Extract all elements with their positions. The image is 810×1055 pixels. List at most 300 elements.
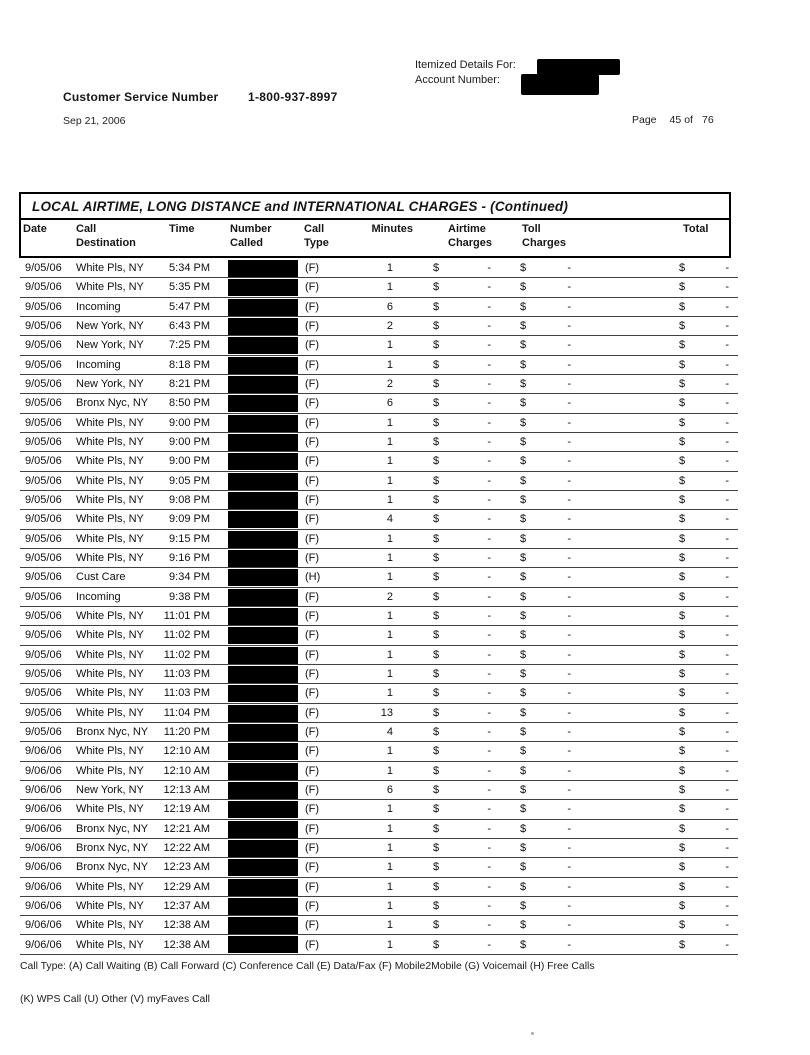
cell-destination: White Pls, NY xyxy=(76,455,144,468)
cell-number-called xyxy=(214,665,302,683)
cell-toll-value: - xyxy=(567,899,571,912)
cell-number-called xyxy=(214,781,302,799)
cell-toll-symbol: $ xyxy=(520,281,527,294)
cell-toll-symbol: $ xyxy=(520,571,527,584)
cell-toll-value: - xyxy=(567,938,571,951)
redacted-number-box xyxy=(228,473,298,490)
cell-number-called xyxy=(214,742,302,760)
cell-date: 9/06/06 xyxy=(25,842,62,854)
cell-destination: New York, NY xyxy=(76,320,144,333)
cell-call-type: (F) xyxy=(305,687,320,700)
scan-artifact-dot xyxy=(531,1032,534,1035)
cell-destination: White Pls, NY xyxy=(76,513,144,526)
cell-time: 5:35 PM xyxy=(169,281,210,294)
cell-airtime-symbol: $ xyxy=(433,880,440,893)
cell-airtime-charges xyxy=(396,513,496,525)
table-row xyxy=(20,259,738,278)
cell-total-symbol: $ xyxy=(679,726,686,739)
cell-date: 9/05/06 xyxy=(25,339,62,352)
cell-toll-symbol: $ xyxy=(520,668,527,681)
cell-total xyxy=(576,919,738,931)
cell-total-value: - xyxy=(725,687,729,700)
cell-total-symbol: $ xyxy=(679,494,686,507)
cell-total-value: - xyxy=(725,610,729,623)
cell-call-type: (F) xyxy=(305,726,320,739)
cell-total-symbol: $ xyxy=(679,919,686,932)
cell-total xyxy=(576,881,738,893)
cell-airtime-charges xyxy=(396,803,496,815)
cell-airtime-value: - xyxy=(487,687,491,700)
cell-toll-charges xyxy=(496,301,576,313)
table-row xyxy=(20,762,738,781)
cell-time: 12:13 AM xyxy=(163,784,210,797)
cell-number-called xyxy=(214,278,302,296)
redacted-number-box xyxy=(228,337,298,354)
cell-time: 8:18 PM xyxy=(169,358,210,371)
cell-toll-charges xyxy=(496,861,576,873)
cell-toll-symbol: $ xyxy=(520,919,527,932)
cell-toll-symbol: $ xyxy=(520,899,527,912)
cell-toll-value: - xyxy=(567,571,571,584)
cell-total xyxy=(576,803,738,815)
cell-toll-value: - xyxy=(567,648,571,661)
cell-time: 11:03 PM xyxy=(163,668,210,681)
cell-total-value: - xyxy=(725,919,729,932)
cell-airtime-value: - xyxy=(487,436,491,449)
cell-total xyxy=(576,320,738,332)
cell-toll-value: - xyxy=(567,764,571,777)
cell-destination: White Pls, NY xyxy=(76,764,144,777)
cell-call-type: (F) xyxy=(305,281,320,294)
redacted-number-box xyxy=(228,801,298,818)
cell-airtime-value: - xyxy=(487,803,491,816)
cell-toll-charges xyxy=(496,610,576,622)
cell-airtime-value: - xyxy=(487,339,491,352)
cell-time: 11:03 PM xyxy=(163,687,210,700)
cell-airtime-symbol: $ xyxy=(433,262,440,275)
redacted-number-box xyxy=(228,647,298,664)
cell-number-called xyxy=(214,433,302,451)
cell-call-type: (F) xyxy=(305,861,320,874)
cell-date: 9/05/06 xyxy=(25,416,62,429)
cell-date: 9/05/06 xyxy=(25,262,62,275)
cell-destination: White Pls, NY xyxy=(76,687,144,700)
cell-minutes: 2 xyxy=(386,378,393,391)
cell-time: 5:47 PM xyxy=(169,300,210,313)
cell-minutes: 1 xyxy=(386,919,393,932)
cell-toll-symbol: $ xyxy=(520,803,527,816)
cell-date: 9/05/06 xyxy=(25,320,62,333)
statement-date: Sep 21, 2006 xyxy=(63,115,126,127)
cell-airtime-value: - xyxy=(487,474,491,487)
cell-toll-value: - xyxy=(567,281,571,294)
cell-airtime-value: - xyxy=(487,648,491,661)
cell-destination: White Pls, NY xyxy=(76,532,144,545)
cell-total-symbol: $ xyxy=(679,938,686,951)
cell-total-symbol: $ xyxy=(679,899,686,912)
redacted-number-box xyxy=(228,299,298,316)
cell-total-value: - xyxy=(725,803,729,816)
cell-toll-symbol: $ xyxy=(520,822,527,835)
cell-total-symbol: $ xyxy=(679,590,686,603)
column-header-total: Total xyxy=(683,223,709,235)
table-row xyxy=(20,665,738,684)
cell-call-type: (F) xyxy=(305,590,320,603)
cell-toll-value: - xyxy=(567,262,571,275)
cell-airtime-symbol: $ xyxy=(433,745,440,758)
cell-call-type: (F) xyxy=(305,899,320,912)
cell-date: 9/05/06 xyxy=(25,629,62,642)
cell-airtime-symbol: $ xyxy=(433,552,440,565)
cell-date: 9/06/06 xyxy=(25,919,62,932)
cell-toll-symbol: $ xyxy=(520,339,527,352)
redaction-box-account xyxy=(521,74,599,95)
cell-airtime-symbol: $ xyxy=(433,938,440,951)
table-row xyxy=(20,510,738,529)
cell-toll-value: - xyxy=(567,436,571,449)
cell-airtime-symbol: $ xyxy=(433,339,440,352)
cell-number-called xyxy=(214,394,302,412)
cell-toll-symbol: $ xyxy=(520,513,527,526)
cell-total xyxy=(576,359,738,371)
cell-time: 9:08 PM xyxy=(169,494,210,507)
cell-total-symbol: $ xyxy=(679,668,686,681)
cell-time: 12:22 AM xyxy=(163,842,210,854)
cell-total xyxy=(576,281,738,293)
cell-minutes: 1 xyxy=(386,938,393,951)
table-title: LOCAL AIRTIME, LONG DISTANCE and INTERNATIONAL CHARGES - (Continued) xyxy=(21,194,729,220)
cell-airtime-charges xyxy=(396,533,496,545)
cell-minutes: 1 xyxy=(386,358,393,371)
cell-call-type: (F) xyxy=(305,532,320,545)
cell-toll-value: - xyxy=(567,629,571,642)
cell-toll-charges xyxy=(496,803,576,815)
redacted-number-box xyxy=(228,743,298,760)
cell-time: 12:10 AM xyxy=(163,764,210,777)
cell-date: 9/05/06 xyxy=(25,532,62,545)
cell-airtime-symbol: $ xyxy=(433,784,440,797)
cell-time: 9:15 PM xyxy=(169,532,210,545)
cell-date: 9/06/06 xyxy=(25,822,62,835)
cell-total-symbol: $ xyxy=(679,320,686,333)
cell-destination: New York, NY xyxy=(76,339,144,352)
cell-time: 12:38 AM xyxy=(163,919,210,932)
cell-number-called xyxy=(214,839,302,857)
cell-minutes: 1 xyxy=(386,281,393,294)
table-row xyxy=(20,298,738,317)
cell-destination: White Pls, NY xyxy=(76,629,144,642)
redacted-number-box xyxy=(228,782,298,799)
cell-destination: Bronx Nyc, NY xyxy=(76,861,149,874)
cell-call-type: (H) xyxy=(305,571,321,584)
cell-total-value: - xyxy=(725,552,729,565)
cell-toll-value: - xyxy=(567,590,571,603)
cell-toll-charges xyxy=(496,881,576,893)
cell-minutes: 1 xyxy=(386,861,393,874)
cell-airtime-value: - xyxy=(487,416,491,429)
cell-date: 9/06/06 xyxy=(25,745,62,758)
cell-total xyxy=(576,726,738,738)
cell-total xyxy=(576,745,738,757)
redacted-number-box xyxy=(228,589,298,606)
cell-number-called xyxy=(214,549,302,567)
table-row xyxy=(20,839,738,858)
cell-date: 9/05/06 xyxy=(25,687,62,700)
cell-total-value: - xyxy=(725,416,729,429)
cell-number-called xyxy=(214,356,302,374)
table-row xyxy=(20,781,738,800)
cell-time: 9:00 PM xyxy=(169,416,210,429)
cell-time: 11:20 PM xyxy=(163,726,210,739)
cell-airtime-symbol: $ xyxy=(433,281,440,294)
cell-number-called xyxy=(214,762,302,780)
cell-airtime-value: - xyxy=(487,919,491,932)
cell-toll-symbol: $ xyxy=(520,436,527,449)
cell-airtime-charges xyxy=(396,436,496,448)
cell-total-symbol: $ xyxy=(679,842,686,854)
itemized-details-label: Itemized Details For: xyxy=(415,59,516,71)
cell-toll-value: - xyxy=(567,339,571,352)
cell-minutes: 2 xyxy=(386,320,393,333)
cell-total-symbol: $ xyxy=(679,687,686,700)
cell-toll-value: - xyxy=(567,610,571,623)
column-header-call-destination: Call Destination xyxy=(76,223,136,249)
cell-date: 9/06/06 xyxy=(25,899,62,912)
cell-date: 9/05/06 xyxy=(25,436,62,449)
cell-destination: White Pls, NY xyxy=(76,668,144,681)
cell-toll-charges xyxy=(496,842,576,854)
cell-airtime-charges xyxy=(396,939,496,951)
cell-call-type: (F) xyxy=(305,339,320,352)
cell-airtime-value: - xyxy=(487,494,491,507)
cell-toll-symbol: $ xyxy=(520,745,527,758)
cell-total-value: - xyxy=(725,532,729,545)
cell-total-symbol: $ xyxy=(679,784,686,797)
cell-toll-charges xyxy=(496,745,576,757)
cell-total xyxy=(576,823,738,835)
cell-time: 11:01 PM xyxy=(163,610,210,623)
redacted-number-box xyxy=(228,395,298,412)
cell-time: 12:29 AM xyxy=(163,880,210,893)
cell-airtime-charges xyxy=(396,475,496,487)
cell-call-type: (F) xyxy=(305,764,320,777)
cell-toll-charges xyxy=(496,707,576,719)
cell-airtime-charges xyxy=(396,784,496,796)
table-row xyxy=(20,646,738,665)
cell-toll-value: - xyxy=(567,552,571,565)
redacted-number-box xyxy=(228,821,298,838)
cell-total-value: - xyxy=(725,706,729,719)
cell-date: 9/05/06 xyxy=(25,706,62,719)
cell-number-called xyxy=(214,452,302,470)
table-row xyxy=(20,336,738,355)
redacted-number-box xyxy=(228,666,298,683)
cell-toll-value: - xyxy=(567,687,571,700)
cell-call-type: (F) xyxy=(305,629,320,642)
cell-date: 9/05/06 xyxy=(25,610,62,623)
cell-toll-value: - xyxy=(567,494,571,507)
cell-destination: Bronx Nyc, NY xyxy=(76,842,149,854)
cell-total-value: - xyxy=(725,938,729,951)
cell-toll-charges xyxy=(496,494,576,506)
cell-number-called xyxy=(214,626,302,644)
cell-airtime-value: - xyxy=(487,784,491,797)
cell-total xyxy=(576,455,738,467)
cell-toll-symbol: $ xyxy=(520,494,527,507)
redacted-number-box xyxy=(228,879,298,896)
cell-total-symbol: $ xyxy=(679,803,686,816)
cell-time: 9:16 PM xyxy=(169,552,210,565)
cell-time: 5:34 PM xyxy=(169,262,210,275)
cell-toll-charges xyxy=(496,649,576,661)
cell-total xyxy=(576,262,738,274)
cell-airtime-symbol: $ xyxy=(433,610,440,623)
cell-airtime-value: - xyxy=(487,590,491,603)
cell-total-value: - xyxy=(725,378,729,391)
cell-minutes: 1 xyxy=(386,474,393,487)
cell-number-called xyxy=(214,259,302,277)
cell-toll-symbol: $ xyxy=(520,687,527,700)
cell-airtime-charges xyxy=(396,359,496,371)
cell-airtime-charges xyxy=(396,417,496,429)
cell-destination: White Pls, NY xyxy=(76,281,144,294)
cell-airtime-symbol: $ xyxy=(433,629,440,642)
cell-total xyxy=(576,533,738,545)
redacted-number-box xyxy=(228,318,298,335)
cell-date: 9/05/06 xyxy=(25,378,62,391)
table-row xyxy=(20,549,738,568)
cell-time: 11:02 PM xyxy=(163,629,210,642)
cell-toll-charges xyxy=(496,378,576,390)
cell-toll-charges xyxy=(496,765,576,777)
cell-destination: New York, NY xyxy=(76,784,144,797)
cell-total-value: - xyxy=(725,358,729,371)
cell-time: 8:21 PM xyxy=(169,378,210,391)
cell-call-type: (F) xyxy=(305,706,320,719)
redacted-number-box xyxy=(228,936,298,953)
cell-toll-charges xyxy=(496,591,576,603)
cell-total-symbol: $ xyxy=(679,880,686,893)
cell-total xyxy=(576,475,738,487)
cell-toll-value: - xyxy=(567,784,571,797)
cell-airtime-charges xyxy=(396,900,496,912)
cell-number-called xyxy=(214,935,302,953)
cell-call-type: (F) xyxy=(305,397,320,410)
page-number: 45 xyxy=(669,114,682,126)
cell-airtime-charges xyxy=(396,629,496,641)
table-row xyxy=(20,491,738,510)
table-row xyxy=(20,568,738,587)
cell-airtime-charges xyxy=(396,591,496,603)
cell-airtime-symbol: $ xyxy=(433,416,440,429)
table-row xyxy=(20,935,738,954)
cell-total xyxy=(576,687,738,699)
column-header-minutes: Minutes xyxy=(371,223,413,235)
cell-number-called xyxy=(214,491,302,509)
cell-airtime-symbol: $ xyxy=(433,358,440,371)
cell-toll-charges xyxy=(496,629,576,641)
cell-date: 9/05/06 xyxy=(25,648,62,661)
cell-airtime-value: - xyxy=(487,397,491,410)
cell-number-called xyxy=(214,375,302,393)
cell-airtime-symbol: $ xyxy=(433,919,440,932)
cell-total-symbol: $ xyxy=(679,455,686,468)
cell-date: 9/05/06 xyxy=(25,474,62,487)
cell-total xyxy=(576,861,738,873)
cell-minutes: 1 xyxy=(386,455,393,468)
cell-toll-charges xyxy=(496,900,576,912)
cell-total-value: - xyxy=(725,822,729,835)
call-type-legend-line1: Call Type: (A) Call Waiting (B) Call Forward (C) Conference Call (E) Data/Fax (F) Mobile2Mobile (G) Voicemail (H) Free Calls xyxy=(20,961,595,972)
cell-total-symbol: $ xyxy=(679,745,686,758)
cell-total xyxy=(576,494,738,506)
cell-airtime-value: - xyxy=(487,880,491,893)
cell-airtime-symbol: $ xyxy=(433,899,440,912)
cell-airtime-charges xyxy=(396,320,496,332)
cell-date: 9/05/06 xyxy=(25,726,62,739)
cell-total xyxy=(576,707,738,719)
cell-airtime-charges xyxy=(396,765,496,777)
cell-call-type: (F) xyxy=(305,822,320,835)
cell-call-type: (F) xyxy=(305,938,320,951)
cell-minutes: 1 xyxy=(386,416,393,429)
cell-airtime-charges xyxy=(396,281,496,293)
cell-total-symbol: $ xyxy=(679,474,686,487)
cell-destination: White Pls, NY xyxy=(76,648,144,661)
cell-airtime-value: - xyxy=(487,281,491,294)
cell-minutes: 1 xyxy=(386,668,393,681)
table-row xyxy=(20,800,738,819)
cell-airtime-value: - xyxy=(487,532,491,545)
cell-airtime-symbol: $ xyxy=(433,861,440,874)
cell-destination: White Pls, NY xyxy=(76,436,144,449)
cell-date: 9/05/06 xyxy=(25,494,62,507)
cell-date: 9/06/06 xyxy=(25,764,62,777)
cell-minutes: 1 xyxy=(386,571,393,584)
cell-total-symbol: $ xyxy=(679,397,686,410)
cell-total-symbol: $ xyxy=(679,378,686,391)
cell-airtime-charges xyxy=(396,571,496,583)
cell-number-called xyxy=(214,723,302,741)
cell-number-called xyxy=(214,704,302,722)
cell-toll-symbol: $ xyxy=(520,784,527,797)
cell-toll-symbol: $ xyxy=(520,861,527,874)
cell-minutes: 1 xyxy=(386,764,393,777)
account-number-label: Account Number: xyxy=(415,74,500,86)
cell-time: 9:38 PM xyxy=(169,590,210,603)
cell-total xyxy=(576,649,738,661)
cell-call-type: (F) xyxy=(305,416,320,429)
cell-toll-value: - xyxy=(567,397,571,410)
cell-call-type: (F) xyxy=(305,648,320,661)
cell-toll-charges xyxy=(496,455,576,467)
customer-service-label: Customer Service Number xyxy=(63,90,219,104)
cell-total-symbol: $ xyxy=(679,300,686,313)
cell-number-called xyxy=(214,472,302,490)
cell-toll-value: - xyxy=(567,455,571,468)
cell-toll-charges xyxy=(496,784,576,796)
cell-toll-charges xyxy=(496,687,576,699)
cell-total-value: - xyxy=(725,726,729,739)
cell-total-symbol: $ xyxy=(679,339,686,352)
cell-number-called xyxy=(214,298,302,316)
cell-minutes: 1 xyxy=(386,629,393,642)
redaction-box-name xyxy=(537,59,620,75)
cell-minutes: 1 xyxy=(386,687,393,700)
cell-minutes: 1 xyxy=(386,899,393,912)
cell-toll-symbol: $ xyxy=(520,474,527,487)
cell-total xyxy=(576,765,738,777)
